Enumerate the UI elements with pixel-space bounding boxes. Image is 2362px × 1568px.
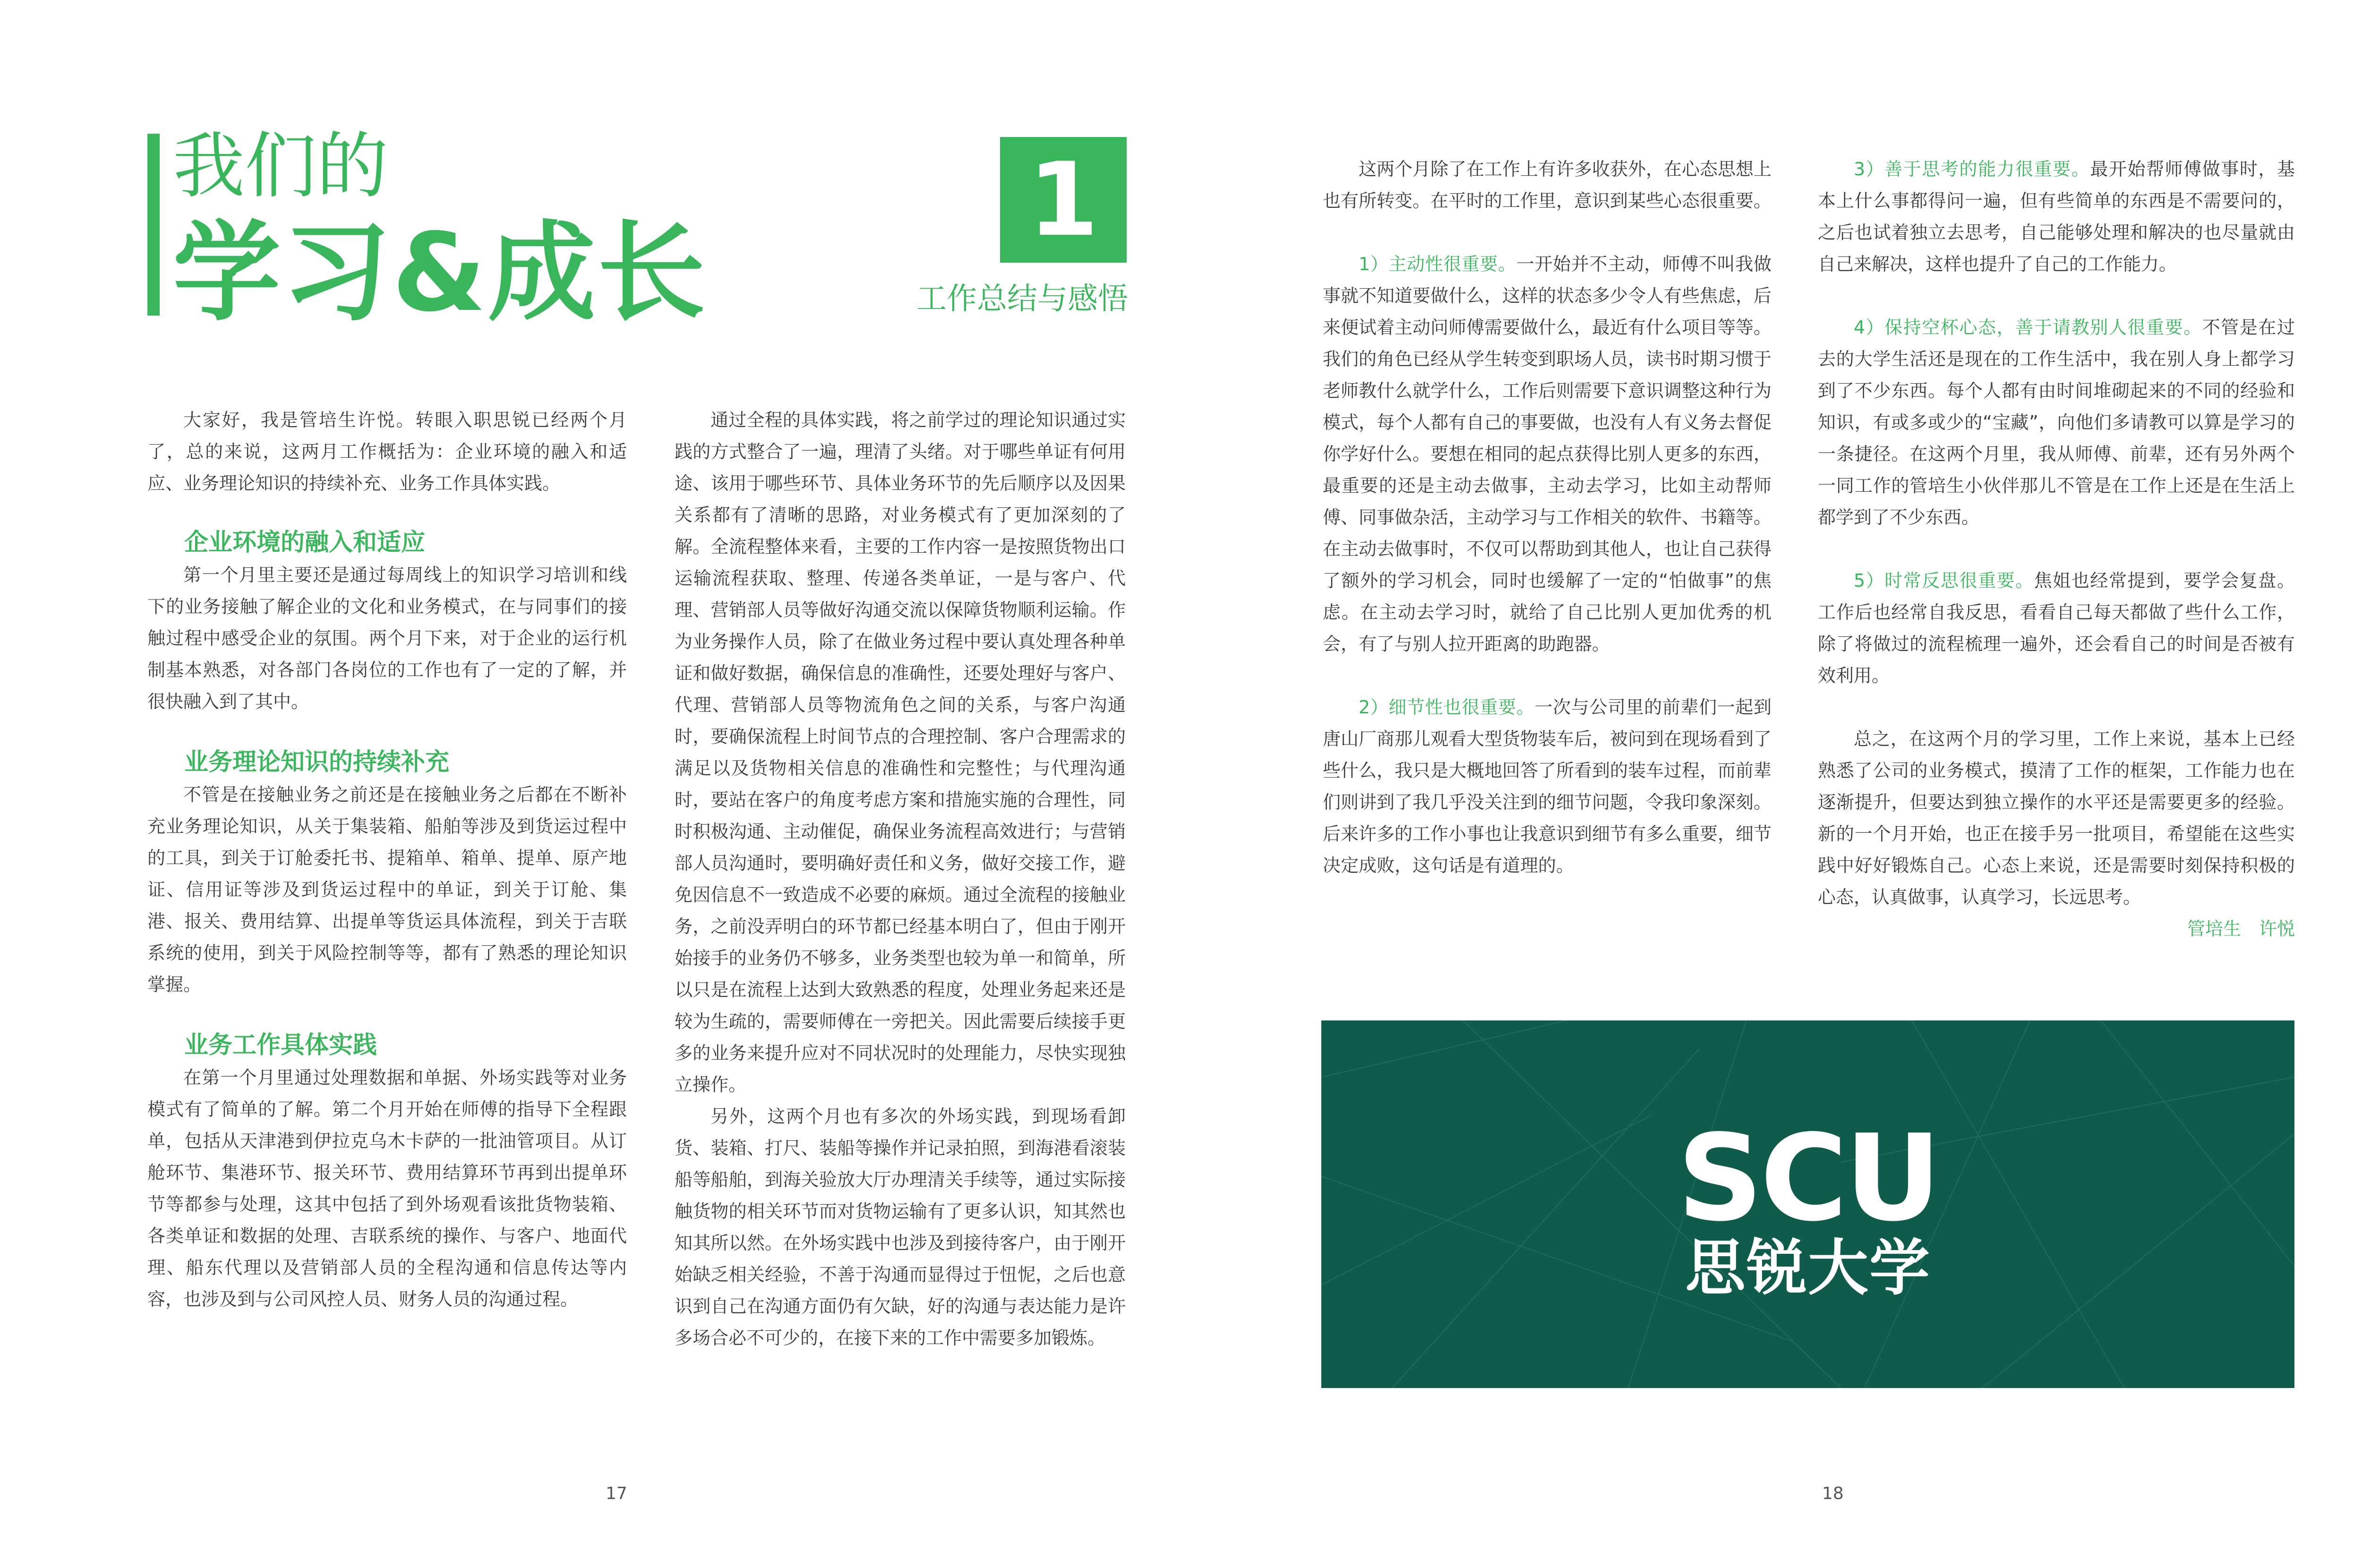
paragraph: 这两个月除了在工作上有许多收获外，在心态思想上也有所转变。在平时的工作里，意识到某些心态很重要。: [1323, 159, 1772, 211]
paragraph: 通过全程的具体实践，将之前学过的理论知识通过实践的方式整合了一遍，理清了头绪。对于哪些单证有何用途、该用于哪些环节、具体业务环节的先后顺序以及因果关系都有了清晰的思路，对业务模式有了更加深刻的了解。全流程整体来看，主要的工作内容一是按照货物出口运输流程获取、整理、传递各类单证，一是与客户、代理、营销部人员等做好沟通交流以保障货物顺利运输。作为业务操作人员，除了在做业务过程中要认真处理各种单证和做好数据，确保信息的准确性，还要处理好与客户、代理、营销部人员等物流角色之间的关系，与客户沟通时，要确保流程上时间节点的合理控制、客户合理需求的满足以及货物相关信息的准确性和完整性；与代理沟通时，要站在客户的角度考虑方案和措施实施的合理性，同时积极沟通、主动催促，确保业务流程高效进行；与营销部人员沟通时，要明确好责任和义务，做好交接工作，避免因信息不一致造成不必要的麻烦。通过全流程的接触业务，之前没弄明白的环节都已经基本明白了，但由于刚开始接手的业务仍不够多，业务类型也较为单一和简单，所以只是在流程上达到大致熟悉的程度，处理业务起来还是较为生疏的，需要师傅在一旁把关。因此需要后续接手更多的业务来提升应对不同状况时的处理能力，尽快实现独立操作。: [675, 410, 1126, 1095]
page-number-right: 18: [1822, 1484, 1844, 1503]
title-accent-bar: [147, 134, 160, 316]
point-heading: 2）细节性也很重要。: [1359, 697, 1535, 718]
text-column-1: [147, 404, 627, 1315]
section-heading-1: 企业环境的融入和适应: [184, 529, 426, 557]
point-heading: 5）时常反思很重要。: [1854, 570, 2034, 591]
paragraph: 2）细节性也很重要。一次与公司里的前辈们一起到唐山厂商那儿观看大型货物装车后，被问到在现场看到了些什么，我只是大概地回答了所看到的装车过程，而前辈们则讲到了我几乎没关注到的细节问题，令我印象深刻。后来许多的工作小事也让我意识到细节有多么重要，细节决定成败，这句话是有道理的。: [1323, 697, 1772, 876]
point-heading: 1）主动性很重要。: [1359, 254, 1516, 274]
scu-logo: [1321, 1109, 2294, 1304]
text-column-3: [1323, 154, 1772, 882]
section-subtitle: 工作总结与感悟: [916, 282, 1128, 317]
text-column-4: [1818, 154, 2295, 945]
paragraph: 在第一个月里通过处理数据和单据、外场实践等对业务模式有了简单的了解。第二个月开始在师傅的指导下全程跟单，包括从天津港到伊拉克乌木卡萨的一批油管项目。从订舱环节、集港环节、报关环节、费用结算环节再到出提单环节等都参与处理，这其中包括了到外场观看该批货物装箱、各类单证和数据的处理、吉联系统的操作、与客户、地面代理、船东代理以及营销部人员的全程沟通和信息传达等内容，也涉及到与公司风控人员、财务人员的沟通过程。: [147, 1067, 627, 1310]
paragraph: 另外，这两个月也有多次的外场实践，到现场看卸货、装箱、打尺、装船等操作并记录拍照，到海港看滚装船等船舶，到海关验放大厅办理清关手续等，通过实际接触货物的相关环节而对货物运输有了更多认识，知其然也知其所以然。在外场实践中也涉及到接待客户，由于刚开始缺乏相关经验，不善于沟通而显得过于忸怩，之后也意识到自己在沟通方面仍有欠缺，好的沟通与表达能力是许多场合必不可少的，在接下来的工作中需要多加锻炼。: [675, 1106, 1126, 1348]
section-heading-3: 业务工作具体实践: [184, 1031, 377, 1059]
paragraph: 不管是在接触业务之前还是在接触业务之后都在不断补充业务理论知识，从关于集装箱、船舶等涉及到货运过程中的工具，到关于订舱委托书、提箱单、箱单、提单、原产地证、信用证等涉及到货运过程中的单证，到关于订舱、集港、报关、费用结算、出提单等货运具体流程，到关于吉联系统的使用，到关于风险控制等等，都有了熟悉的理论知识掌握。: [147, 784, 627, 995]
paragraph: 总之，在这两个月的学习里，工作上来说，基本上已经熟悉了公司的业务模式，摸清了工作的框架，工作能力也在逐渐提升，但要达到独立操作的水平还是需要更多的经验。新的一个月开始，也正在接手另一批项目，希望能在这些实践中好好锻炼自己。心态上来说，还是需要时刻保持积极的心态，认真做事，认真学习，长远思考。: [1818, 728, 2295, 908]
logo-text-cn: 思锐大学: [1685, 1233, 1931, 1303]
text-column-2: [675, 404, 1126, 1354]
point-heading: 3）善于思考的能力很重要。: [1854, 159, 2090, 180]
author-signature: 管培生 许悦: [2187, 918, 2295, 939]
paragraph: 1）主动性很重要。一开始并不主动，师傅不叫我做事就不知道要做什么，这样的状态多少令人有些焦虑，后来便试着主动问师傅需要做什么，最近有什么项目等等。我们的角色已经从学生转变到职场人员，读书时期习惯于老师教什么就学什么，工作后则需要下意识调整这种行为模式，每个人都有自己的事要做，也没有人有义务去督促你学好什么。要想在相同的起点获得比别人更多的东西，最重要的还是主动去做事，主动去学习，比如主动帮师傅、同事做杂活，主动学习与工作相关的软件、书籍等。在主动去做事时，不仅可以帮助到其他人，也让自己获得了额外的学习机会，同时也缓解了一定的“怕做事”的焦虑。在主动去学习时，就给了自己比别人更加优秀的机会，有了与别人拉开距离的助跑器。: [1323, 254, 1772, 654]
paragraph: 3）善于思考的能力很重要。最开始帮师傅做事时，基本上什么事都得问一遍，但有些简单的东西是不需要问的，之后也试着独立去思考，自己能够处理和解决的也尽量就由自己来解决，这样也提升了自己的工作能力。: [1818, 159, 2295, 274]
scu-banner: [1321, 1020, 2294, 1388]
point-heading: 4）保持空杯心态，善于请教别人很重要。: [1854, 317, 2202, 338]
page-title-line2: 学习&成长: [173, 210, 707, 335]
page-title-line1: 我们的: [173, 124, 388, 208]
paragraph: 4）保持空杯心态，善于请教别人很重要。不管是在过去的大学生活还是现在的工作生活中，我在别人身上都学习到了不少东西。每个人都有由时间堆砌起来的不同的经验和知识，有或多或少的“宝藏”，向他们多请教可以算是学习的一条捷径。在这两个月里，我从师傅、前辈，还有另外两个一同工作的管培生小伙伴那儿不管是在工作上还是在生活上都学到了不少东西。: [1818, 317, 2295, 528]
logo-text-en: SCU: [1677, 1109, 1939, 1248]
page-number-left: 17: [606, 1484, 627, 1503]
paragraph: 第一个月里主要还是通过每周线上的知识学习培训和线下的业务接触了解企业的文化和业务模式，在与同事们的接触过程中感受企业的氛围。两个月下来，对于企业的运行机制基本熟悉，对各部门各岗位的工作也有了一定的了解，并很快融入到了其中。: [147, 565, 627, 712]
intro-paragraph: 大家好，我是管培生许悦。转眼入职思锐已经两个月了，总的来说，这两月工作概括为：企业环境的融入和适应、业务理论知识的持续补充、业务工作具体实践。: [147, 410, 627, 494]
section-heading-2: 业务理论知识的持续补充: [184, 748, 450, 776]
section-number-badge: 1: [1000, 137, 1127, 263]
paragraph: 5）时常反思很重要。焦姐也经常提到，要学会复盘。工作后也经常自我反思，看看自己每天都做了些什么工作，除了将做过的流程梳理一遍外，还会看自己的时间是否被有效利用。: [1818, 570, 2295, 686]
